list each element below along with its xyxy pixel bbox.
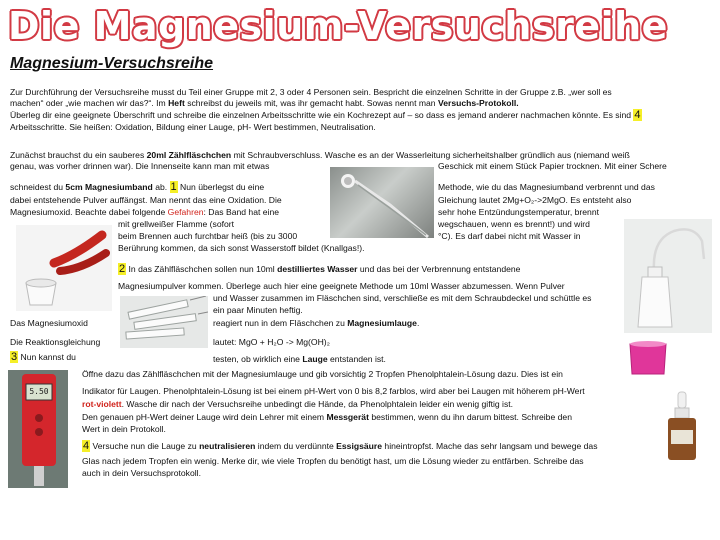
step1-line-5: Magnesiumoxid. Beachte dabei folgende Gefahren: Das Band hat eine: [10, 207, 280, 217]
step3-number-badge: 3: [11, 351, 18, 363]
step4-line-1: 4 Versuche nun die Lauge zu neutralisieren indem du verdünnte Essigsäure hineintropfst. Mache das sehr langsam und bewege das: [83, 440, 598, 452]
step2-number-badge: 2: [119, 263, 126, 275]
step1-line-8: Berührung kommen, da sich sonst Wasserstoff bildet (Knallgas!).: [118, 243, 365, 253]
intro-line-3: Überleg dir eine geeignete Überschrift und schreibe die einzelnen Arbeitsschritte wie ein Kochrezept auf – so dass es jemand anderer nachmachen könnte. Es sind 4: [10, 109, 641, 121]
step2-line-1: 2 In das Zählfläschchen sollen nun 10ml destilliertes Wasser und das bei der Verbrennung entstandene: [119, 263, 521, 275]
step1-line-1: Zunächst brauchst du ein sauberes 20ml Zählfläschchen mit Schraubverschluss. Wasche es an der Wasserleitung sicherheitshalber gründlich aus (niemand weiß: [10, 150, 630, 160]
step2-line-4: ein paar Minuten heftig.: [213, 305, 303, 315]
step1-line-6: mit grellweißer Flamme (sofort: [118, 219, 235, 229]
step1-line-2-right: Geschick mit einem Stück Papier trocknen. Mit einer Schere: [438, 161, 667, 171]
step1-number-badge: 1: [170, 181, 177, 193]
step2-line-6: lautet: MgO + H₂O -> Mg(OH)₂: [213, 337, 330, 347]
step2-line-5: reagiert nun in dem Fläschchen zu Magnesiumlauge.: [213, 318, 420, 328]
step2-label-magnesiumoxid: Das Magnesiumoxid: [10, 318, 88, 328]
step1-line-2: genau, was vorher drinnen war). Die Innenseite kann man mit etwas: [10, 161, 270, 171]
step1-line-3-right: Methode, wie du das Magnesiumband verbrennt und das: [438, 182, 655, 192]
dropper-bottle-photo: [662, 390, 702, 462]
step1-line-7-right: °C). Es darf dabei nicht mit Wasser in: [438, 231, 581, 241]
intro-line-1: Zur Durchführung der Versuchsreihe musst du Teil einer Gruppe mit 2, 3 oder 4 Personen sein. Bespricht die einzelnen Schritte in der Gruppe z.B. „wer soll es: [10, 87, 612, 97]
step1-line-3: schneidest du 5cm Magnesiumband ab. 1 Nun überlegst du eine: [10, 181, 265, 193]
step3-line-5: Den genauen pH-Wert deiner Lauge wird dein Lehrer mit einem Messgerät bestimmen, wenn du ihn darum bittest. Schreibe den: [82, 412, 572, 422]
crucible-tongs-photo: [16, 225, 112, 311]
step2-line-2: Magnesiumpulver kommen. Überlege auch hier eine geeignete Methode um 10ml Wasser abzumessen. Wenn Pulver: [118, 281, 565, 291]
intro-line-2: machen“ oder „wie machen wir das?“. Im Heft schreibst du jeweils mit, was ihr gemacht habt. Sowas nennt man Versuchs-Protokoll.: [10, 98, 519, 108]
step1-line-7: beim Brennen auch furchtbar heiß (bis zu 3000: [118, 231, 298, 241]
ph-meter-photo: [8, 370, 68, 488]
wash-bottle-photo: [624, 219, 712, 333]
step1-line-5-right: sehr hohe Entzündungstemperatur, brennt: [438, 207, 600, 217]
document-heading: Magnesium-Versuchsreihe: [10, 55, 214, 72]
step1-line-6-right: wegschauen, wenn es brennt!) und wird: [438, 219, 590, 229]
step1-line-4-right: Gleichung lautet 2Mg+O₂->2MgO. Es entsteht also: [438, 195, 632, 205]
ph-meter-display: 5.50: [29, 387, 49, 396]
step3-line-1-left: 3 Nun kannst du: [11, 351, 76, 363]
step1-line-4: dabei entstehende Pulver auffängst. Man nennt das eine Oxidation. Die: [10, 195, 282, 205]
syringes-photo: [120, 296, 208, 348]
pink-solution-photo: [624, 336, 672, 376]
step4-line-3: auch in dein Versuchsprotokoll.: [82, 468, 201, 478]
step2-label-gleichung: Die Reaktionsgleichung: [10, 337, 101, 347]
intro-line-4: Arbeitsschritte. Sie heißen: Oxidation, Bildung einer Lauge, pH- Wert bestimmen, Neutralisation.: [10, 122, 376, 132]
step4-line-2: Glas nach jedem Tropfen ein wenig. Merke dir, wie viele Tropfen du benötigt hast, um die Lösung wieder zu entfärben. Schreibe das: [82, 456, 584, 466]
step4-number-badge: 4: [83, 440, 90, 452]
step3-line-4: rot-violett. Wasche dir nach der Versuchsreihe unbedingt die Hände, da Phenolphtalein leider ein wenig giftig ist.: [82, 399, 514, 409]
magnesium-band-photo: [330, 167, 434, 238]
step3-line-2: Öffne dazu das Zählfläschchen mit der Magnesiumlauge und gib vorsichtig 2 Tropfen Phenolphtalein-Lösung dazu. Dies ist ein: [82, 369, 563, 379]
step3-line-1: testen, ob wirklich eine Lauge entstanden ist.: [213, 354, 386, 364]
step2-line-3: und Wasser zusammen im Fläschchen sind, verschließe es mit dem Schraubdeckel und schüttle es: [213, 293, 592, 303]
step3-line-6: Wert in dein Protokoll.: [82, 424, 166, 434]
slide-title: Die Magnesium-Versuchsreihe: [8, 4, 668, 48]
step3-line-3: Indikator für Laugen. Phenolphtalein-Lösung ist bei einem pH-Wert von 0 bis 8,2 farblos, wird aber bei Laugen mit höherem pH-Wert: [82, 386, 585, 396]
